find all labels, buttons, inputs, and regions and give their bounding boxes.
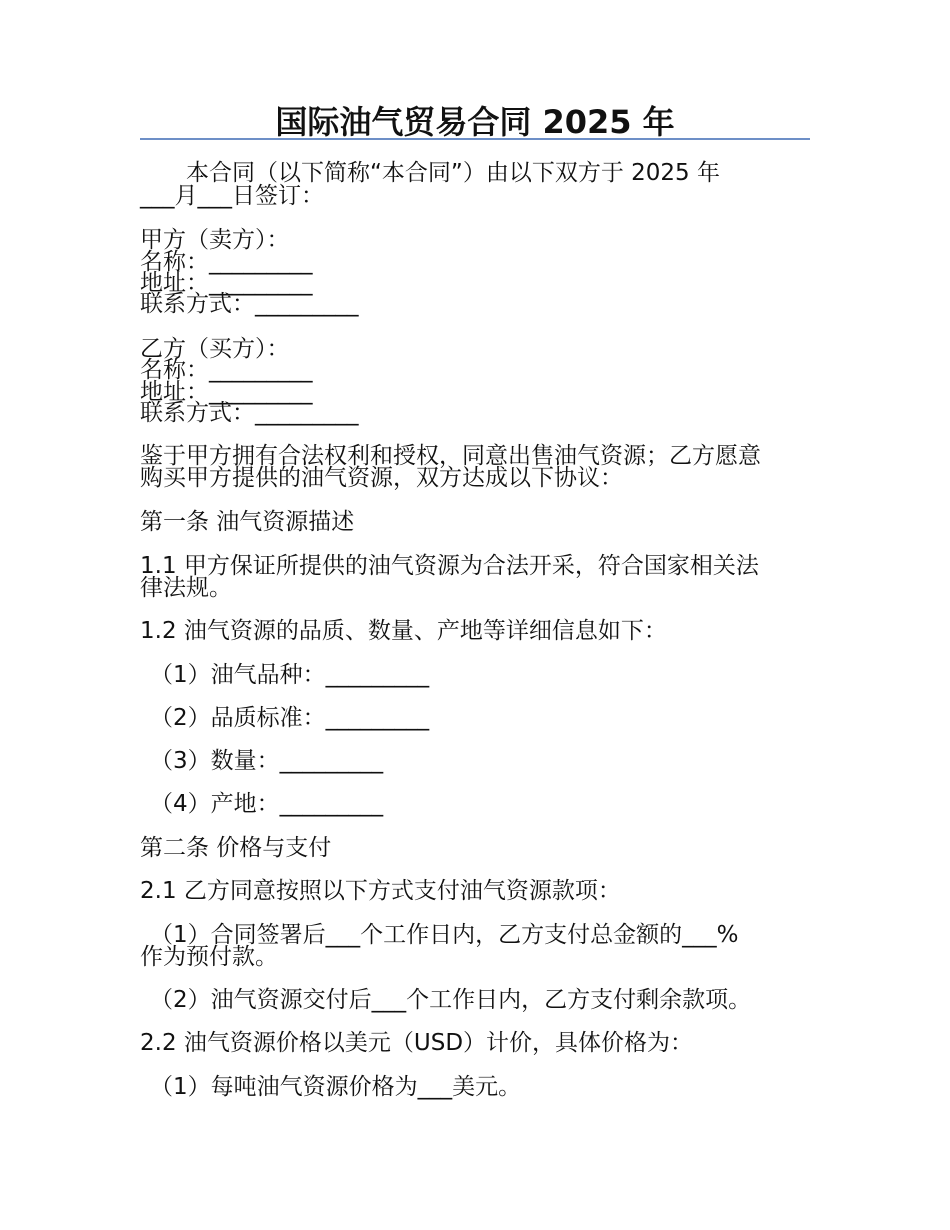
- intro-line-1: 本合同（以下简称“本合同”）由以下双方于 2025 年: [186, 160, 720, 186]
- title-underline: [140, 138, 810, 140]
- party-a-contact: 联系方式：_________: [140, 291, 359, 317]
- party-a-address: 地址：_________: [140, 270, 313, 296]
- clause-1-1-line-1: 1.1 甲方保证所提供的油气资源为合法开采，符合国家相关法: [140, 553, 759, 579]
- party-a-name: 名称：_________: [140, 249, 313, 275]
- article-1-heading: 第一条 油气资源描述: [140, 509, 355, 535]
- party-b-name: 名称：_________: [140, 357, 313, 383]
- article-2-heading: 第二条 价格与支付: [140, 835, 332, 861]
- payment-item-2: （2）油气资源交付后___个工作日内，乙方支付剩余款项。: [150, 987, 752, 1013]
- payment-item-1-line-2: 作为预付款。: [140, 944, 278, 970]
- party-a-heading: 甲方（卖方）：: [140, 227, 290, 253]
- intro-line-2: ___月___日签订：: [140, 183, 324, 209]
- price-item-1: （1）每吨油气资源价格为___美元。: [150, 1074, 522, 1100]
- recital-line-2: 购买甲方提供的油气资源，双方达成以下协议：: [140, 465, 623, 491]
- document-title: 国际油气贸易合同 2025 年: [275, 103, 675, 141]
- clause-1-1-line-2: 律法规。: [140, 575, 232, 601]
- clause-2-2: 2.2 油气资源价格以美元（USD）计价，具体价格为：: [140, 1030, 694, 1056]
- item-origin: （4）产地：_________: [150, 791, 384, 817]
- item-quantity: （3）数量：_________: [150, 748, 384, 774]
- item-oil-type: （1）油气品种：_________: [150, 662, 430, 688]
- party-b-address: 地址：_________: [140, 379, 313, 405]
- clause-2-1: 2.1 乙方同意按照以下方式支付油气资源款项：: [140, 878, 621, 904]
- clause-1-2: 1.2 油气资源的品质、数量、产地等详细信息如下：: [140, 618, 667, 644]
- party-b-heading: 乙方（买方）：: [140, 336, 290, 362]
- item-quality-standard: （2）品质标准：_________: [150, 705, 430, 731]
- recital-line-1: 鉴于甲方拥有合法权利和授权，同意出售油气资源；乙方愿意: [140, 443, 761, 469]
- payment-item-1-line-1: （1）合同签署后___个工作日内，乙方支付总金额的___%: [150, 922, 739, 948]
- party-b-contact: 联系方式：_________: [140, 400, 359, 426]
